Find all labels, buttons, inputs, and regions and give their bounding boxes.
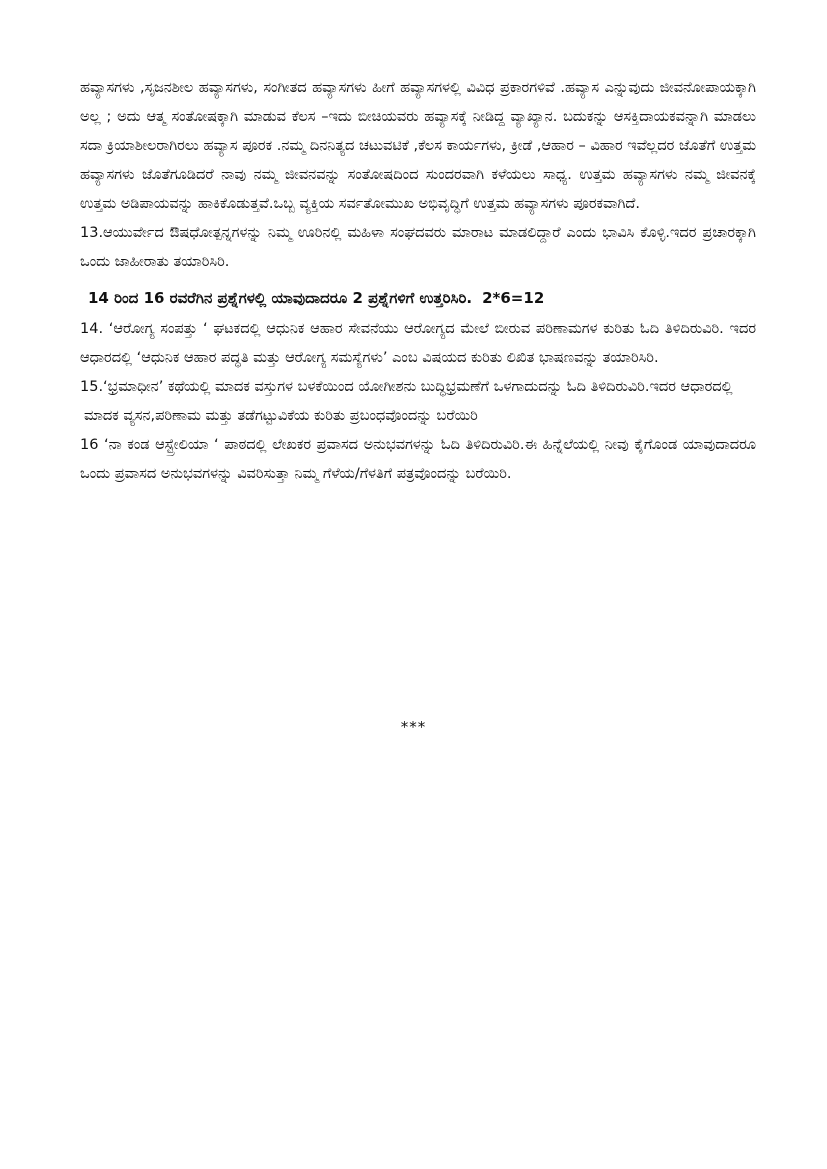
question-15-line-1: 15.‘ಭ್ರಮಾಧೀನ’ ಕಥೆಯಲ್ಲಿ ಮಾದಕ ವಸ್ತುಗಳ ಬಳಕೆಯಿಂದ ಯೋಗೀಶನು ಬುದ್ಧಿಭ್ರಮಣೆಗೆ ಒಳಗಾದುದನ್ನು ಓದಿ ತಿಳಿದಿರುವಿರಿ.ಇದರ ಆಧಾರದಲ್ಲಿ bbox=[80, 379, 733, 395]
section-heading-text: 14 ರಿಂದ 16 ರವರೆಗಿನ ಪ್ರಶ್ನೆಗಳಲ್ಲಿ ಯಾವುದಾದರೂ 2 ಪ್ರಶ್ನೆಗಳಿಗೆ ಉತ್ತರಿಸಿರಿ. bbox=[88, 289, 473, 307]
end-of-page-mark: *** bbox=[400, 718, 427, 736]
document-body bbox=[80, 74, 756, 489]
section-heading bbox=[88, 283, 756, 313]
intro-paragraph: ಹವ್ಯಾಸಗಳು ,ಸೃಜನಶೀಲ ಹವ್ಯಾಸಗಳು, ಸಂಗೀತದ ಹವ್ಯಾಸಗಳು ಹೀಗೆ ಹವ್ಯಾಸಗಳಲ್ಲಿ ವಿವಿಧ ಪ್ರಕಾರಗಳಿವೆ .ಹವ್ಯಾಸ ಎನ್ನುವುದು ಜೀವನೋಪಾಯಕ್ಕಾಗಿ ಅಲ್ಲ ; ಅದು ಆತ್ಮ ಸಂತೋಷಕ್ಕಾಗಿ ಮಾಡುವ ಕೆಲಸ –ಇದು ಬೀಚಿಯವರು ಹವ್ಯಾಸಕ್ಕೆ ನೀಡಿದ್ದ ವ್ಯಾಖ್ಯಾನ. ಬದುಕನ್ನು ಆಸಕ್ತಿದಾಯಕವನ್ನಾಗಿ ಮಾಡಲು ಸದಾ ಕ್ರಿಯಾಶೀಲರಾಗಿರಲು ಹವ್ಯಾಸ ಪೂರಕ .ನಮ್ಮ ದಿನನಿತ್ಯದ ಚಟುವಟಿಕೆ ,ಕೆಲಸ ಕಾರ್ಯಗಳು, ಕ್ರೀಡೆ ,ಆಹಾರ – ವಿಹಾರ ಇವೆಲ್ಲದರ ಜೊತೆಗೆ ಉತ್ತಮ ಹವ್ಯಾಸಗಳು ಜೊತೆಗೂಡಿದರೆ ನಾವು ನಮ್ಮ ಜೀವನವನ್ನು ಸಂತೋಷದಿಂದ ಸುಂದರವಾಗಿ ಕಳೆಯಲು ಸಾಧ್ಯ. ಉತ್ತಮ ಹವ್ಯಾಸಗಳು ನಮ್ಮ ಜೀವನಕ್ಕೆ ಉತ್ತಮ ಅಡಿಪಾಯವನ್ನು ಹಾಕಿಕೊಡುತ್ತವೆ.ಒಬ್ಬ ವ್ಯಕ್ತಿಯ ಸರ್ವತೋಮುಖ ಅಭಿವೃದ್ಧಿಗೆ ಉತ್ತಮ ಹವ್ಯಾಸಗಳು ಪೂರಕವಾಗಿದೆ. bbox=[80, 80, 756, 212]
section-marks: 2*6=12 bbox=[482, 289, 545, 307]
question-13: 13.ಆಯುರ್ವೇದ ಔಷಧೋತ್ಪನ್ನಗಳನ್ನು ನಿಮ್ಮ ಊರಿನಲ್ಲಿ ಮಹಿಳಾ ಸಂಘದವರು ಮಾರಾಟ ಮಾಡಲಿದ್ದಾರೆ ಎಂದು ಭಾವಿಸಿ ಕೊಳ್ಳಿ.ಇದರ ಪ್ರಚಾರಕ್ಕಾಗಿ ಒಂದು ಜಾಹೀರಾತು ತಯಾರಿಸಿರಿ. bbox=[80, 225, 756, 270]
question-14: 14. ‘ಆರೋಗ್ಯ ಸಂಪತ್ತು ‘ ಘಟಕದಲ್ಲಿ ಆಧುನಿಕ ಆಹಾರ ಸೇವನೆಯು ಆರೋಗ್ಯದ ಮೇಲೆ ಬೀರುವ ಪರಿಣಾಮಗಳ ಕುರಿತು ಓದಿ ತಿಳಿದಿರುವಿರಿ. ಇದರ ಆಧಾರದಲ್ಲಿ ‘ಆಧುನಿಕ ಆಹಾರ ಪದ್ಧತಿ ಮತ್ತು ಆರೋಗ್ಯ ಸಮಸ್ಯೆಗಳು’ ಎಂಬ ವಿಷಯದ ಕುರಿತು ಲಿಖಿತ ಭಾಷಣವನ್ನು ತಯಾರಿಸಿರಿ. bbox=[80, 321, 756, 366]
question-15-line-2: ಮಾದಕ ವ್ಯಸನ,ಪರಿಣಾಮ ಮತ್ತು ತಡೆಗಟ್ಟುವಿಕೆಯ ಕುರಿತು ಪ್ರಬಂಧವೊಂದನ್ನು ಬರೆಯಿರಿ bbox=[84, 408, 478, 424]
question-16: 16 ‘ನಾ ಕಂಡ ಆಸ್ಟ್ರೇಲಿಯಾ ‘ ಪಾಠದಲ್ಲಿ ಲೇಖಕರ ಪ್ರವಾಸದ ಅನುಭವಗಳನ್ನು ಓದಿ ತಿಳಿದಿರುವಿರಿ.ಈ ಹಿನ್ನೆಲೆಯಲ್ಲಿ ನೀವು ಕೈಗೊಂಡ ಯಾವುದಾದರೂ ಒಂದು ಪ್ರವಾಸದ ಅನುಭವಗಳನ್ನು ವಿವರಿಸುತ್ತಾ ನಿಮ್ಮ ಗೆಳೆಯ/ಗೆಳತಿಗೆ ಪತ್ರವೊಂದನ್ನು ಬರೆಯಿರಿ. bbox=[80, 437, 756, 482]
